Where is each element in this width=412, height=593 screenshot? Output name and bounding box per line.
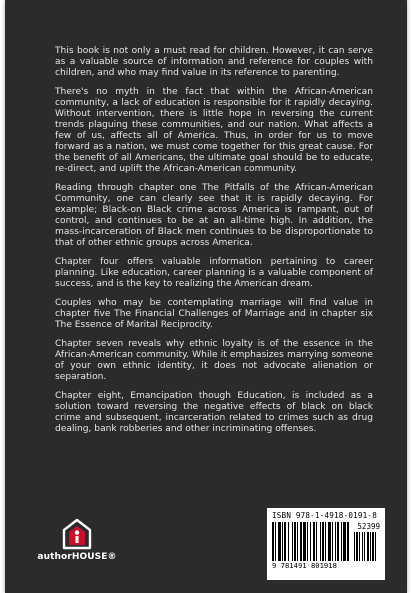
blurb-paragraph-1: This book is not only a must read for children. However, it can serve as a valuable source of information and reference for couples with children, and who may find value in its reference to parenting. (55, 46, 373, 78)
isbn-label: ISBN 978-1-4918-0191-8 (272, 511, 377, 520)
blurb-paragraph-3: Reading through chapter one The Pitfalls of the African-American Community, one can clearly see that it is rapidly decaying. For example; Black-on Black crime across America is rampant, out of control, and continues to be at an all-time high. In addition, the mass-incarceration of Black men continues to be disproportionate to that of other ethnic groups across America. (55, 183, 373, 248)
publisher-logo (35, 518, 119, 578)
back-cover (5, 0, 407, 593)
authorhouse-house-icon (62, 518, 92, 550)
blurb-paragraph-6: Chapter seven reveals why ethnic loyalty is of the essence in the African-American community. While it emphasizes marrying someone of your own ethnic identity, it does not advocate alienation or separation. (55, 339, 373, 382)
back-cover-blurb (55, 46, 373, 443)
barcode-row (272, 522, 380, 570)
publisher-name: authorHOUSE® (37, 552, 117, 562)
blurb-paragraph-4: Chapter four offers valuable information pertaining to career planning. Like education, career planning is a valuable component of success, and is the key to realizing the American dream. (55, 257, 373, 289)
blurb-paragraph-7: Chapter eight, Emancipation though Education, is included as a solution toward reversing the negative effects of black on black crime and subsequent, incarceration related to crimes such as drug dealing, bank robberies and other incriminating offenses. (55, 391, 373, 434)
barcode-addon: 52399 (357, 522, 380, 531)
isbn-barcode (267, 508, 385, 580)
blurb-paragraph-5: Couples who may be contemplating marriage will find value in chapter five The Financial Challenges of Marriage and in chapter six The Essence of Marital Reciprocity. (55, 298, 373, 330)
barcode-number: 9 781491 801918 (272, 561, 380, 570)
blurb-paragraph-2: There's no myth in the fact that within the African-American community, a lack of education is responsible for it rapidly decaying. Without intervention, there is little hope in reversing the current trends plaguing these communities, and our nation. What affects a few of us, affects all of America. Thus, in order for us to move forward as a nation, we must come together for this great cause. For the benefit of all Americans, the ultimate goal should be to educate, re-direct, and uplift the African-American community. (55, 87, 373, 174)
